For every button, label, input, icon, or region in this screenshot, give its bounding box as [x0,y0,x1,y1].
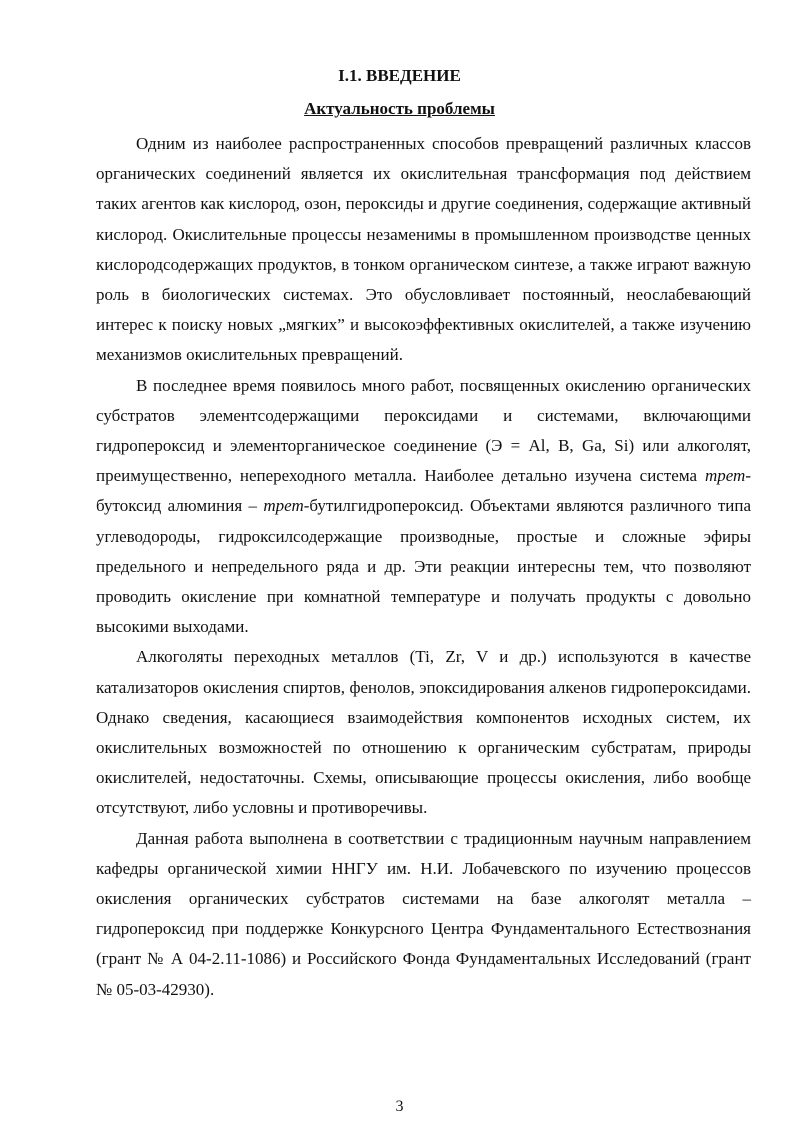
paragraph-2-part3: -бутилгидропероксид. Объектами являются различного типа углеводороды, гидроксилсодержащие производные, простые и сложные эфиры предельного и непредельного ряда и др. Эти реакции интересны тем, что позволяют проводить окисление при комнатной температуре и получать продукты с довольно высокими выходами. [96,496,751,637]
paragraph-3: Алкоголяты переходных металлов (Ti, Zr, V и др.) используются в качестве катализаторов окисления спиртов, фенолов, эпоксидирования алкенов гидропероксидами. Однако сведения, касающиеся взаимодействия компонентов исходных систем, их окислительных возможностей по отношению к органическим субстратам, природы окислителей, недостаточны. Схемы, описывающие процессы окисления, либо вообще отсутствуют, либо условны и противоречивы. [96,647,751,818]
paragraph-2-italic-tert-2: трет [263,496,304,516]
paragraph-4: Данная работа выполнена в соответствии с традиционным научным направлением кафедры органической химии ННГУ им. Н.И. Лобачевского по изучению процессов окисления органических субстратов системами на базе алкоголят металла – гидропероксид при поддержке Конкурсного Центра Фундаментального Естествознания (грант № А 04-2.11-1086) и Российского Фонда Фундаментальных Исследований (грант № 05-03-42930). [96,828,751,999]
paragraph-2-part1: В последнее время появилось много работ, посвященных окислению органических субстратов элементсодержащими пероксидами и системами, включающими гидропероксид и элементорганическое соединение (Э = Al, B, Ga, Si) или алкоголят, преимущественно, непереходного металла. Наиболее детально изучена система [96,375,751,486]
body-text [96,129,751,1005]
section-title: I.1. ВВЕДЕНИЕ [338,66,461,85]
subsection-title: Актуальность проблемы [304,99,495,118]
paragraph-1: Одним из наиболее распространенных способов превращений различных классов органических соединений является их окислительная трансформация под действием таких агентов как кислород, озон, пероксиды и другие соединения, содержащие активный кислород. Окислительные процессы незаменимы в промышленном производстве ценных кислородсодержащих продуктов, в тонком органическом синтезе, а также играют важную роль в биологических системах. Это обусловливает постоянный, неослабевающий интерес к поиску новых „мягких” и высокоэффективных окислителей, а также изучению механизмов окислительных превращений. [96,134,751,365]
paragraph-2 [96,371,751,643]
paragraph-2-italic-tert-1: трет [704,466,746,486]
page-number: 3 [395,1098,404,1115]
paragraph-2-part2: -бутоксид алюминия – [96,466,751,516]
